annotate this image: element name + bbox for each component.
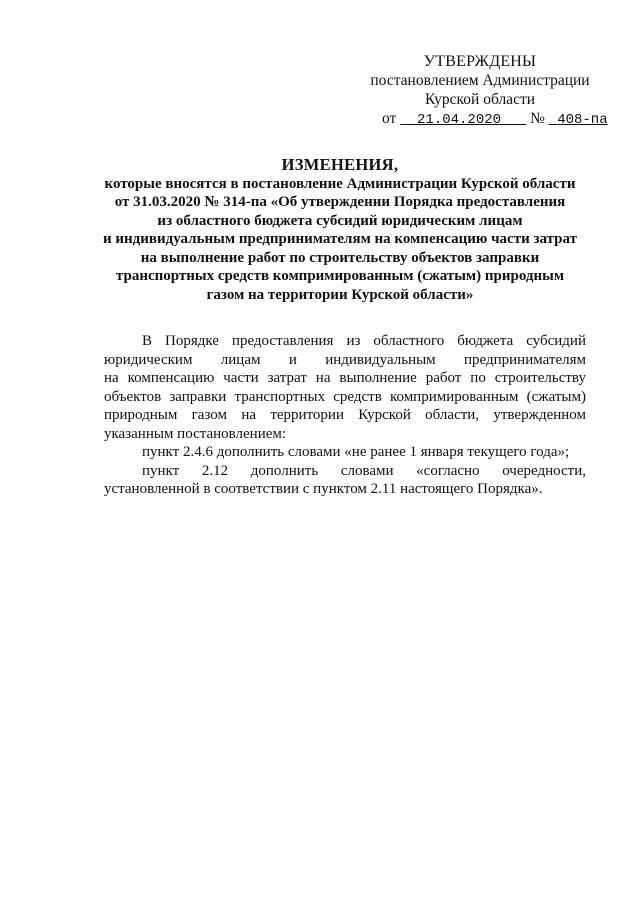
amendment-item: пункт 2.4.6 дополнить словами «не ранее 1 января текущего года»; [142,444,570,460]
heading-line: от 31.03.2020 № 314-па «Об утверждении Порядка предоставления [114,194,566,210]
approval-block [360,52,608,130]
body-line: природным газом на территории Курской области, утвержденном [104,407,586,423]
decree-date: 21.04.2020 [417,112,502,128]
heading-line: газом на территории Курской области» [206,286,474,303]
body-line: юридическим лицам и индивидуальным предпринимателям [104,351,586,368]
heading-line: и индивидуальным предпринимателям на компенсацию части затрат [103,231,577,247]
number-prefix: № [530,110,545,127]
document-body [104,332,586,499]
heading-line: на выполнение работ по строительству объектов заправки [140,249,540,266]
heading-line: которые вносятся в постановление Администрации Курской области [104,175,576,192]
heading-title: ИЗМЕНЕНИЯ, [281,155,399,174]
heading-line: из областного бюджета субсидий юридическим лицам [157,212,523,229]
document-heading [90,156,590,304]
amendment-item: установленной в соответствии с пунктом 2.11 настоящего Порядка». [104,481,543,497]
body-line: указанным постановлением: [104,425,287,442]
approval-date-line [360,109,608,130]
body-line: В Порядке предоставления из областного бюджета субсидий [142,333,586,349]
heading-line: транспортных средств компримированным (сжатым) природным [115,268,565,284]
amendment-item: пункт 2.12 дополнить словами «согласно очередности, [142,462,586,479]
body-line: на компенсацию части затрат на выполнение работ по строительству [104,370,586,386]
approval-issuer: постановлением Администрации [370,72,590,89]
approval-region: Курской области [424,91,536,108]
date-prefix: от [382,110,397,127]
body-line: объектов заправки транспортных средств компримированным (сжатым) [104,388,586,405]
approval-title: УТВЕРЖДЕНЫ [423,53,537,70]
decree-number: 408-па [557,112,608,128]
